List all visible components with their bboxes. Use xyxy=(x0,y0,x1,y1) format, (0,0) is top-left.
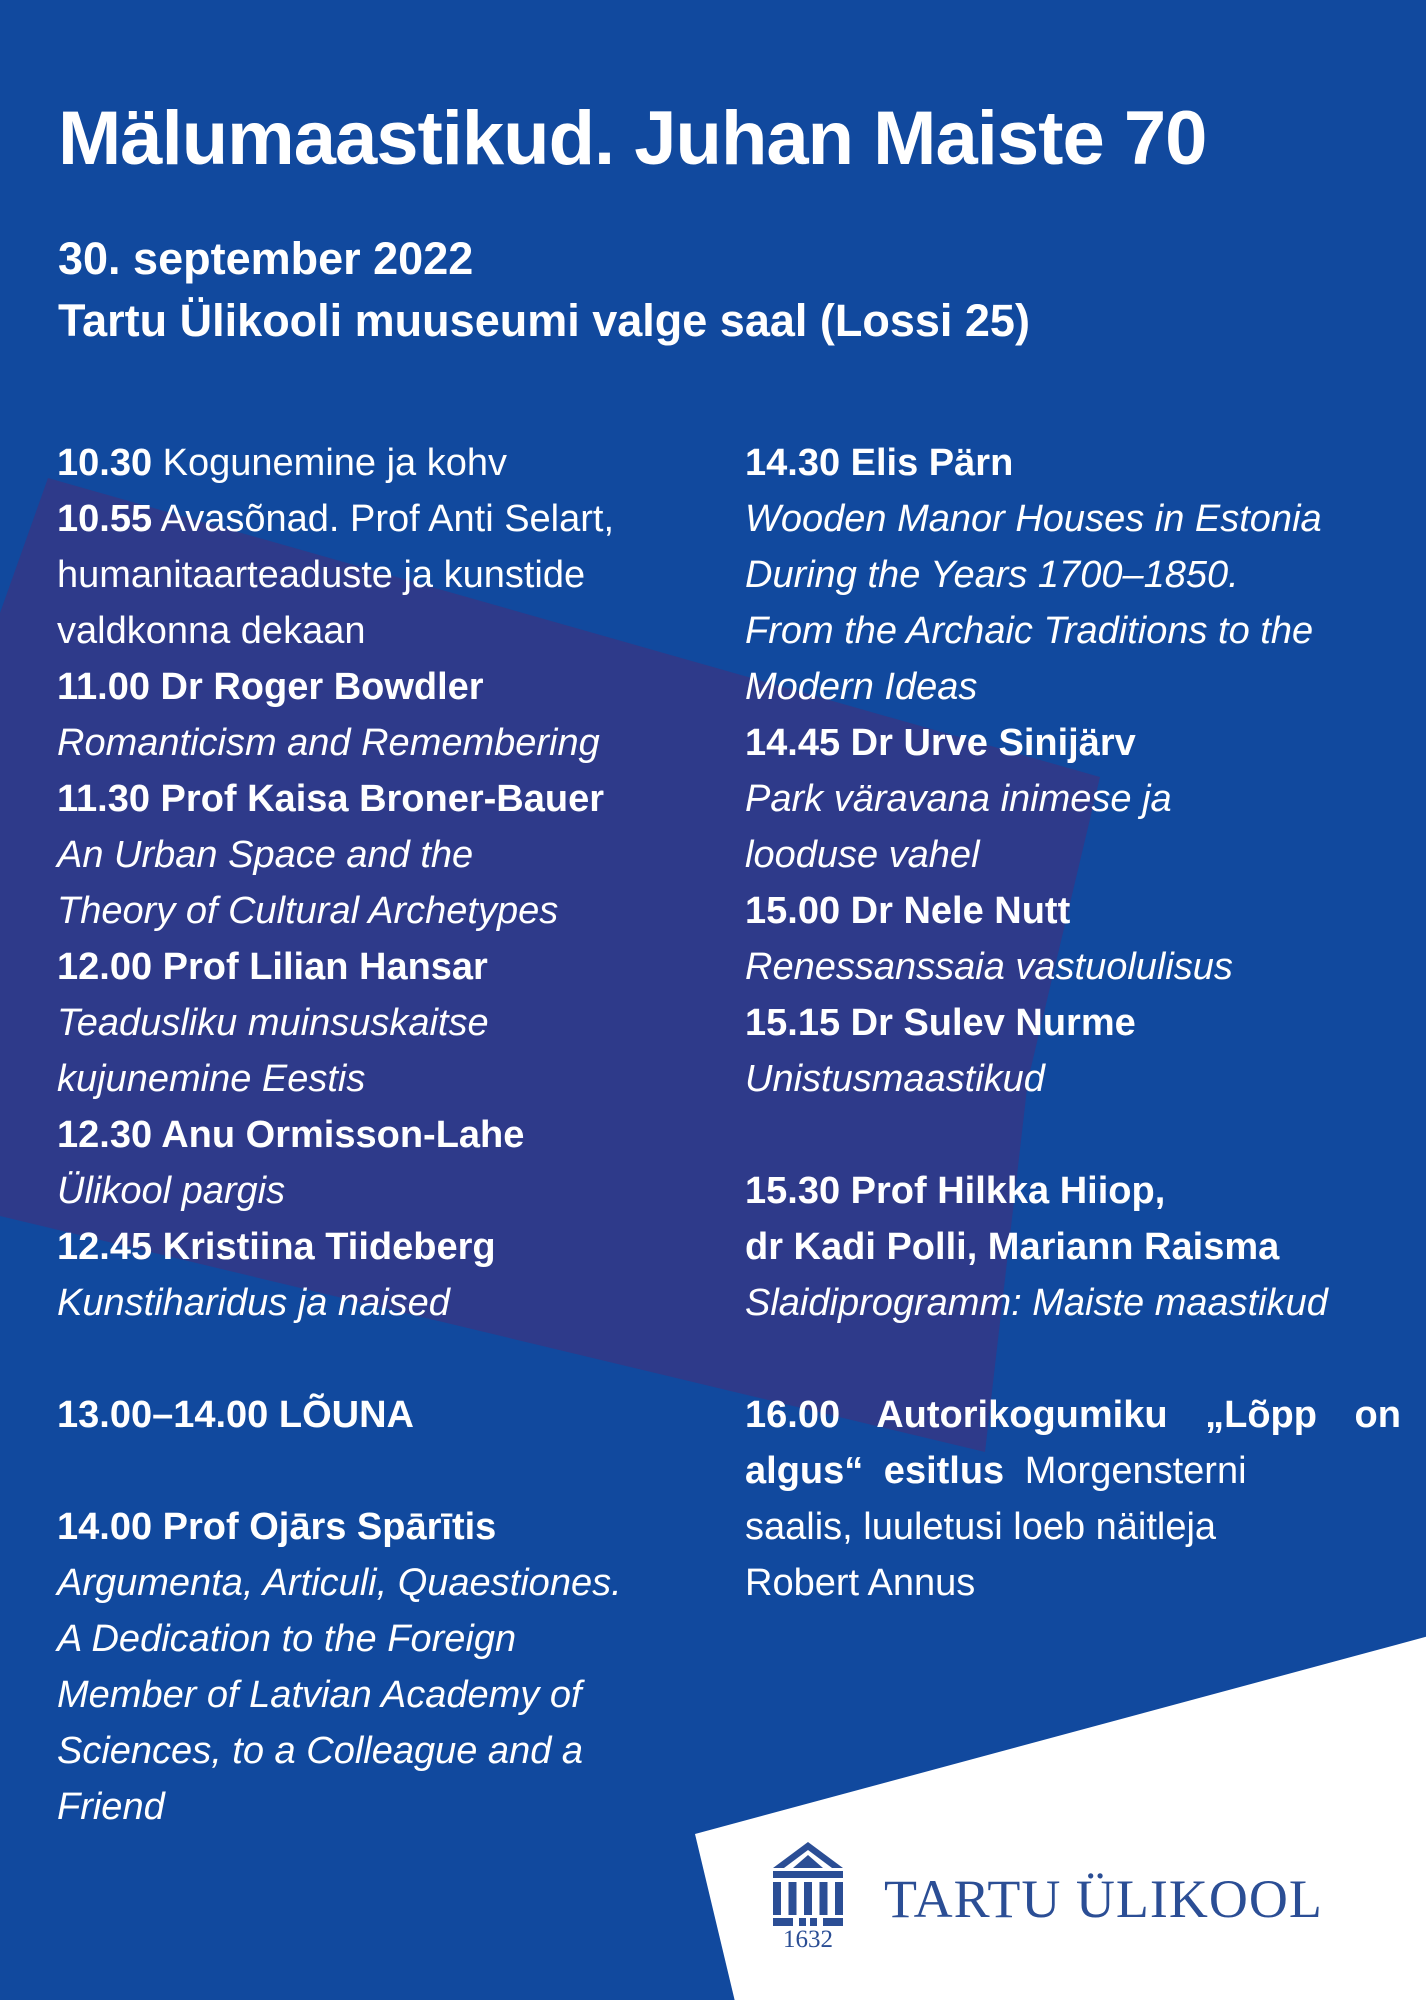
schedule-line: Modern Ideas xyxy=(745,666,978,708)
poster-subtitle xyxy=(58,228,1030,352)
schedule-line: Kunstiharidus ja naised xyxy=(57,1282,450,1324)
event-date: 30. september 2022 xyxy=(58,233,474,284)
schedule-column-right xyxy=(745,435,1400,1611)
schedule-line: Wooden Manor Houses in Estonia xyxy=(745,498,1322,540)
schedule-line: humanitaarteaduste ja kunstide xyxy=(57,554,586,596)
schedule-line: 12.30 Anu Ormisson-Lahe xyxy=(57,1114,525,1156)
schedule-line: 14.00 Prof Ojārs Spārītis xyxy=(57,1506,497,1548)
schedule-line: saalis, luuletusi loeb näitleja xyxy=(745,1506,1217,1548)
schedule-line: 10.55 Avasõnad. Prof Anti Selart, xyxy=(57,498,615,540)
schedule-line-spacer xyxy=(745,1331,1400,1387)
schedule-line: Renessanssaia vastuolulisus xyxy=(745,946,1233,988)
schedule-line: Ülikool pargis xyxy=(57,1170,286,1212)
schedule-line: 11.30 Prof Kaisa Broner-Bauer xyxy=(57,778,605,820)
schedule-line: looduse vahel xyxy=(745,834,980,876)
schedule-line: 15.30 Prof Hilkka Hiiop, xyxy=(745,1170,1166,1212)
schedule-line: kujunemine Eestis xyxy=(57,1058,366,1100)
schedule-line-spacer xyxy=(57,1443,727,1499)
schedule-line: 10.30 Kogunemine ja kohv xyxy=(57,442,507,484)
schedule-line: 11.00 Dr Roger Bowdler xyxy=(57,666,484,708)
schedule-line: Unistusmaastikud xyxy=(745,1058,1045,1100)
event-venue: Tartu Ülikooli muuseumi valge saal (Lossi 25) xyxy=(58,295,1030,346)
schedule-line-spacer xyxy=(745,1107,1400,1163)
logo-wordmark: TARTU ÜLIKOOL xyxy=(884,1869,1323,1929)
schedule-line: From the Archaic Traditions to the xyxy=(745,610,1314,652)
schedule-line: Romanticism and Remembering xyxy=(57,722,600,764)
schedule-line: 12.00 Prof Lilian Hansar xyxy=(57,946,488,988)
schedule-line: 14.45 Dr Urve Sinijärv xyxy=(745,722,1136,764)
schedule-line: Park väravana inimese ja xyxy=(745,778,1172,820)
schedule-line: 13.00–14.00 LÕUNA xyxy=(57,1394,414,1436)
schedule-line: An Urban Space and the xyxy=(57,834,474,876)
schedule-line: During the Years 1700–1850. xyxy=(745,554,1239,596)
schedule-line: Theory of Cultural Archetypes xyxy=(57,890,559,932)
schedule-line: Slaidiprogramm: Maiste maastikud xyxy=(745,1282,1328,1324)
poster-title: Mälumaastikud. Juhan Maiste 70 xyxy=(58,96,1207,181)
schedule-line: Teadusliku muinsuskaitse xyxy=(57,1002,489,1044)
schedule-line: Friend xyxy=(57,1786,165,1828)
university-building-icon xyxy=(773,1842,843,1926)
schedule-column-left xyxy=(57,435,727,1835)
schedule-line: 16.00 Autorikogumiku „Lõpp on xyxy=(745,1394,1401,1436)
schedule-line: Sciences, to a Colleague and a xyxy=(57,1730,584,1772)
schedule-line: Robert Annus xyxy=(745,1562,976,1604)
schedule-line: Member of Latvian Academy of xyxy=(57,1674,582,1716)
schedule-line: 15.00 Dr Nele Nutt xyxy=(745,890,1071,932)
schedule-line: algus“ esitlus Morgensterni xyxy=(745,1450,1247,1492)
schedule-line: 15.15 Dr Sulev Nurme xyxy=(745,1002,1136,1044)
schedule-line: dr Kadi Polli, Mariann Raisma xyxy=(745,1226,1280,1268)
logo-founding-year: 1632 xyxy=(783,1926,833,1953)
schedule-line: 12.45 Kristiina Tiideberg xyxy=(57,1226,496,1268)
schedule-line: Argumenta, Articuli, Quaestiones. xyxy=(57,1562,622,1604)
schedule-line: A Dedication to the Foreign xyxy=(57,1618,517,1660)
schedule-line: 14.30 Elis Pärn xyxy=(745,442,1014,484)
schedule-line-spacer xyxy=(57,1331,727,1387)
schedule-line: valdkonna dekaan xyxy=(57,610,366,652)
